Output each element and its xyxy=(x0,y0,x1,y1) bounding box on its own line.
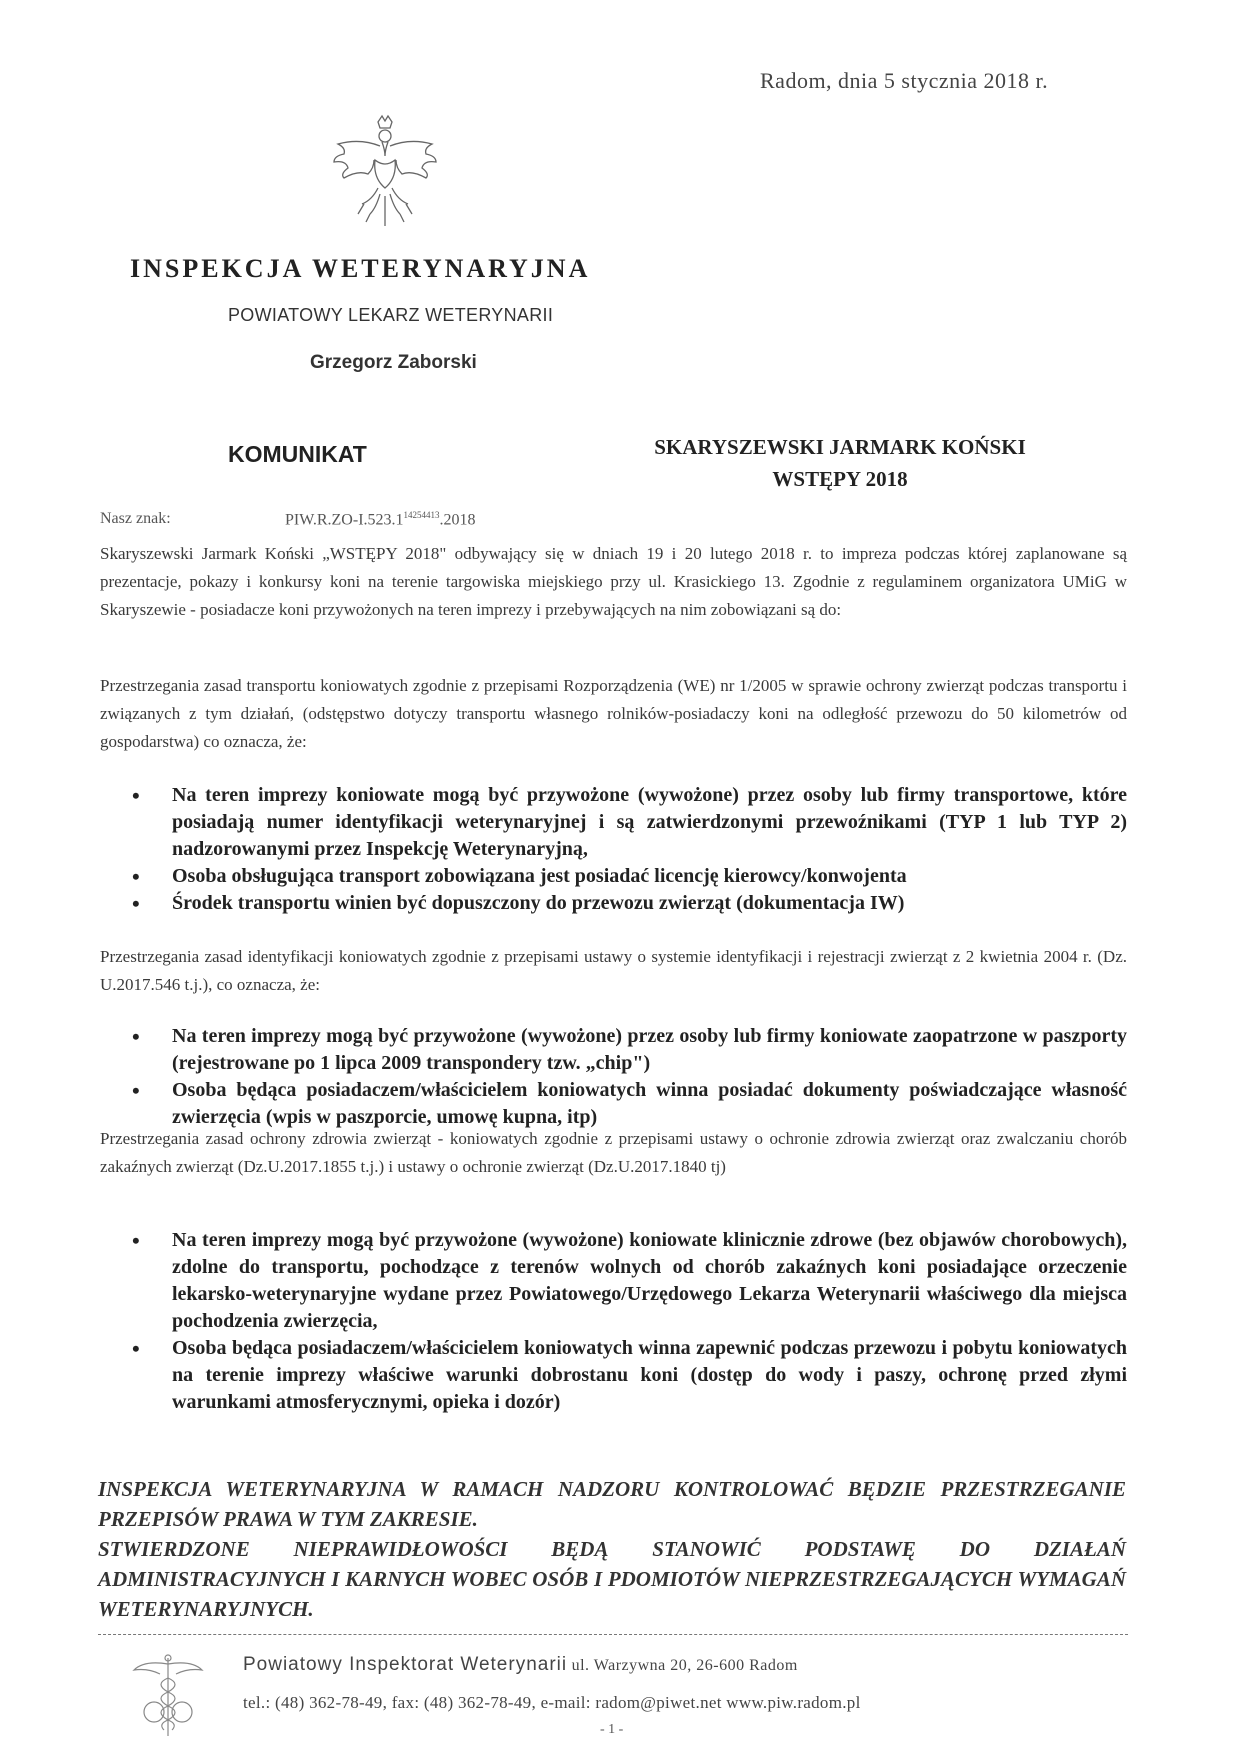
closing-line2: STWIERDZONE NIEPRAWIDŁOWOŚCI BĘDĄ STANOWIĆ PODSTAWĘ DO DZIAŁAŃ ADMINISTRACYJNYCH I KARNYCH WOBEC OSÓB I PDOMIOTÓW NIEPRZESTRZEGAJĄCYCH WYMAGAŃ WETERYNARYJNYCH. xyxy=(98,1537,1126,1621)
closing-line1: INSPEKCJA WETERYNARYJNA W RAMACH NADZORU KONTROLOWAĆ BĘDZIE PRZESTRZEGANIE PRZEPISÓW PRAWA W TYM ZAKRESIE. xyxy=(98,1477,1126,1531)
list-item: • Osoba będąca posiadaczem/właścicielem koniowatych winna posiadać dokumenty poświadczające własność zwierzęcia (wpis w paszporcie, umowę kupna, itp) xyxy=(130,1077,1127,1131)
intro-paragraph: Skaryszewski Jarmark Koński „WSTĘPY 2018" odbywający się w dniach 19 i 20 lutego 2018 r. to impreza podczas której zaplanowane są prezentacje, pokazy i konkursy koni na terenie targowiska miejskiego przy ul. Krasickiego 13. Zgodnie z regulaminem organizatora UMiG w Skaryszewie - posiadacze koni przywożonych na teren imprezy i przebywających na nim zobowiązani są do: xyxy=(100,544,1127,619)
officer-name: Grzegorz Zaborski xyxy=(310,352,477,373)
institution-name: INSPEKCJA WETERYNARYJNA xyxy=(130,254,591,283)
footer-office-line xyxy=(243,1654,798,1676)
list-item: • Osoba obsługująca transport zobowiązana jest posiadać licencję kierowcy/konwojenta xyxy=(130,863,1127,890)
page-number: - 1 - xyxy=(600,1722,624,1737)
list-item: • Na teren imprezy mogą być przywożone (wywożone) koniowate klinicznie zdrowe (bez objawów chorobowych), zdolne do transportu, pochodzące z terenów wolnych od chorób zakaźnych koni posiadające orzeczenie lekarsko-weterynaryjne wydane przez Powiatowego/Urzędowego Lekarza Weterynarii właściwego dla miejsca pochodzenia zwierzęcia, xyxy=(130,1227,1127,1335)
closing-statement xyxy=(98,1474,1126,1624)
office-address: ul. Warzywna 20, 26-600 Radom xyxy=(567,1657,798,1674)
transport-requirements-list xyxy=(130,782,1127,917)
reference-superscript: 14254413 xyxy=(403,510,440,520)
reference-number xyxy=(285,510,476,529)
event-title-line1: SKARYSZEWSKI JARMARK KOŃSKI xyxy=(654,435,1026,459)
reference-suffix: .2018 xyxy=(439,511,476,529)
caduceus-logo-icon xyxy=(128,1650,208,1740)
identification-requirements-list xyxy=(130,1023,1127,1131)
list-item: • Na teren imprezy mogą być przywożone (wywożone) przez osoby lub firmy koniowate zaopatrzone w paszporty (rejestrowane po 1 lipca 2009 transpondery tzw. „chip") xyxy=(130,1023,1127,1077)
footer-divider xyxy=(98,1634,1128,1635)
identification-section-intro: Przestrzegania zasad identyfikacji koniowatych zgodnie z przepisami ustawy o systemie identyfikacji i rejestracji zwierząt z 2 kwietnia 2004 r. (Dz. U.2017.546 t.j.), co oznacza, że: xyxy=(100,947,1127,994)
footer-contact-line: tel.: (48) 362-78-49, fax: (48) 362-78-49, e-mail: radom@piwet.net www.piw.radom.pl xyxy=(243,1693,861,1712)
transport-section-intro: Przestrzegania zasad transportu koniowatych zgodnie z przepisami Rozporządzenia (WE) nr 1/2005 w sprawie ochrony zwierząt podczas transportu i związanych z tym działań, (odstępstwo dotyczy transportu własnego rolników-posiadaczy koni na odległość przewozu do 50 kilometrów od gospodarstwa) co oznacza, że: xyxy=(100,676,1127,751)
reference-label: Nasz znak: xyxy=(100,510,171,527)
institution-subtitle: POWIATOWY LEKARZ WETERYNARII xyxy=(228,305,554,325)
document-date: Radom, dnia 5 stycznia 2018 r. xyxy=(760,68,1049,93)
event-title xyxy=(580,431,1100,495)
list-item: • Osoba będąca posiadaczem/właścicielem koniowatych winna zapewnić podczas przewozu i pobytu koniowatych na terenie imprezy właściwe warunki dobrostanu koni (dostęp do wody i paszy, ochronę przed złymi warunkami atmosferycznymi, opieka i dozór) xyxy=(130,1335,1127,1416)
event-title-line2: WSTĘPY 2018 xyxy=(772,467,908,491)
list-item: • Środek transportu winien być dopuszczony do przewozu zwierząt (dokumentacja IW) xyxy=(130,890,1127,917)
eagle-emblem-icon xyxy=(330,112,440,232)
health-requirements-list xyxy=(130,1227,1127,1416)
reference-prefix: PIW.R.ZO-I.523.1 xyxy=(285,511,404,529)
document-type-heading: KOMUNIKAT xyxy=(228,441,367,467)
health-section-intro: Przestrzegania zasad ochrony zdrowia zwierząt - koniowatych zgodnie z przepisami ustawy o ochronie zdrowia zwierząt oraz zwalczaniu chorób zakaźnych zwierząt (Dz.U.2017.1855 t.j.) i ustawy o ochronie zwierząt (Dz.U.2017.1840 tj) xyxy=(100,1129,1127,1176)
office-name: Powiatowy Inspektorat Weterynarii xyxy=(243,1654,568,1675)
list-item: • Na teren imprezy koniowate mogą być przywożone (wywożone) przez osoby lub firmy transportowe, które posiadają numer identyfikacji weterynaryjnej i są zatwierdzonymi przewoźnikami (TYP 1 lub TYP 2) nadzorowanymi przez Inspekcję Weterynaryjną, xyxy=(130,782,1127,863)
